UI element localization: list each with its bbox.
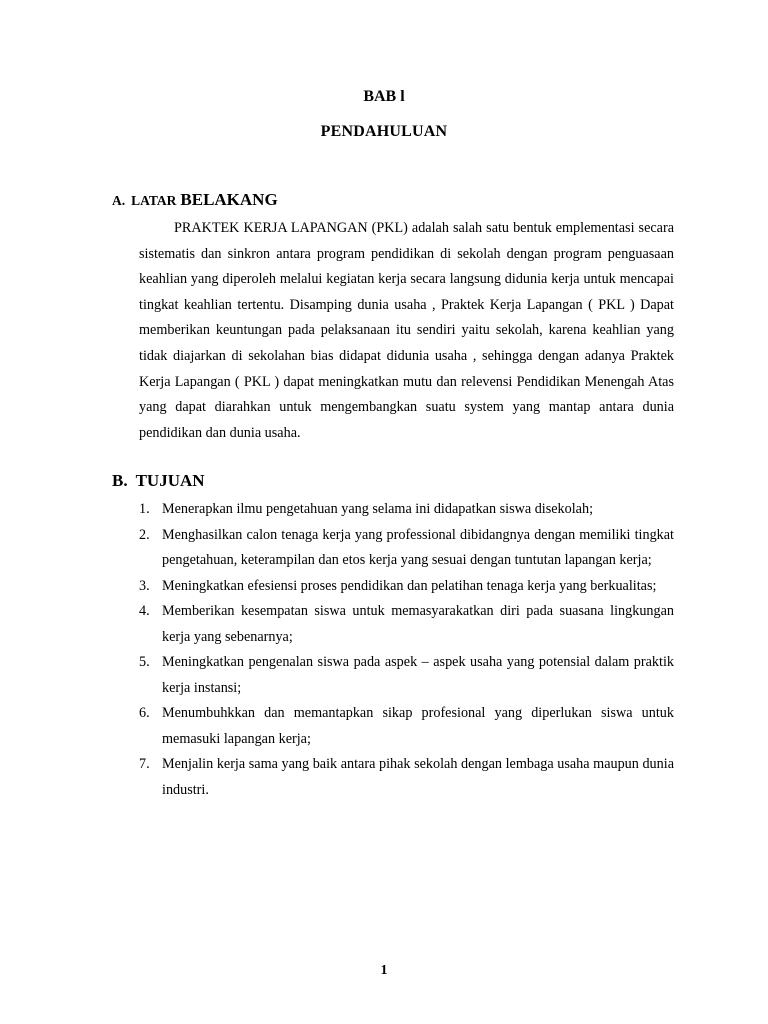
list-item-text: Meningkatkan efesiensi proses pendidikan dan pelatihan tenaga kerja yang berkualitas; [162,577,657,594]
section-a-heading [112,190,278,210]
chapter-title: PENDAHULUAN [320,123,448,140]
background-paragraph: PRAKTEK KERJA LAPANGAN (PKL) adalah salah satu bentuk emplementasi secara sistematis dan sinkron antara program pendidikan di sekolah dengan program penguasaan keahlian yang diperoleh melalui kegiatan kerja secara langsung didunia kerja untuk mencapai tingkat keahlian tertentu. Disamping dunia usaha , Praktek Kerja Lapangan ( PKL ) Dapat memberikan keuntungan pada pelaksanaan itu sendiri yaitu sekolah, karena keahlian yang tidak diajarkan di sekolahan bias didapat didunia usaha , sehingga dengan adanya Praktek Kerja Lapangan ( PKL ) dapat meningkatkan mutu dan relevensi Pendidikan Menengah Atas yang dapat diarahkan untuk mengembangkan suatu system yang mantap antara dunia pendidikan dan dunia usaha. [139,220,674,441]
chapter-number: BAB l [363,88,405,105]
list-item-text: Menumbuhkkan dan memantapkan sikap profesional yang diperlukan siswa untuk memasuki lapangan kerja; [162,705,674,747]
list-item [139,752,674,803]
list-item-text: Menghasilkan calon tenaga kerja yang professional dibidangnya dengan memiliki tingkat pengetahuan, keterampilan dan etos kerja yang sesuai dengan tuntutan lapangan kerja; [162,526,674,568]
section-b-letter: B. [112,471,128,490]
section-a-title-big: BELAKANG [180,190,278,209]
list-item-number: 4. [139,603,150,619]
list-item-number: 2. [139,526,150,543]
list-item [139,701,674,752]
list-item [139,650,674,701]
list-item-number: 3. [139,577,150,594]
list-item-number: 5. [139,654,150,670]
list-item [139,574,674,600]
page-number: 1 [380,963,388,978]
list-item-text: Meningkatkan pengenalan siswa pada aspek – aspek usaha yang potensial dalam praktik kerja instansi; [162,654,674,696]
list-item-text: Memberikan kesempatan siswa untuk memasyarakatkan diri pada suasana lingkungan kerja yang sebenarnya; [162,603,674,645]
list-item-number: 7. [139,756,150,772]
list-item [139,523,674,574]
list-item [139,599,674,650]
section-a-title-small: LATAR [131,193,177,208]
section-b-heading [112,471,205,491]
list-item [139,497,674,523]
list-item-text: Menerapkan ilmu pengetahuan yang selama ini didapatkan siswa disekolah; [162,501,594,517]
section-b-title: TUJUAN [135,471,205,490]
list-item-text: Menjalin kerja sama yang baik antara pihak sekolah dengan lembaga usaha maupun dunia industri. [162,756,674,798]
list-item-number: 1. [139,501,150,517]
section-a-letter: A. [112,193,126,208]
list-item-number: 6. [139,705,150,721]
goals-list [139,497,674,803]
